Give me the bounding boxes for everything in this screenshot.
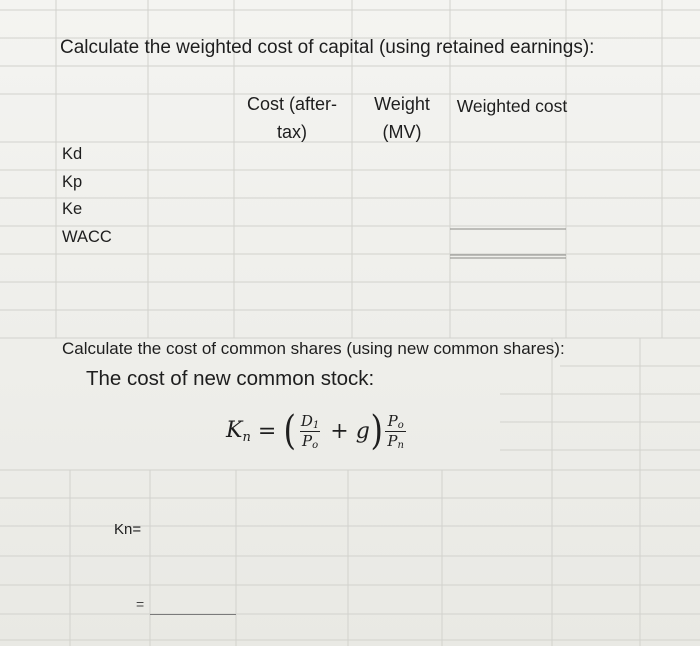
formula-close-paren: )	[370, 408, 383, 454]
section2-subtitle: The cost of new common stock:	[86, 367, 375, 390]
row-label-wacc: WACC	[62, 228, 112, 246]
column-header-weight: Weight (MV)	[374, 94, 430, 142]
formula-plus: +	[330, 418, 349, 444]
equals-label: =	[136, 596, 145, 612]
formula-equals: =	[257, 418, 277, 444]
row-label-kp: Kp	[62, 173, 83, 191]
row-label-ke: Ke	[62, 200, 83, 218]
column-header-cost: Cost (after-tax)	[246, 94, 338, 142]
formula-lhs: $K_n$	[226, 417, 251, 445]
answer-blank-line	[150, 614, 236, 615]
section1-title: Calculate the weighted cost of capital (using retained earnings):	[60, 37, 595, 58]
section2-title: Calculate the cost of common shares (using new common shares):	[62, 339, 565, 358]
column-header-weighted-cost: Weighted cost	[456, 96, 568, 116]
row-label-kd: Kd	[62, 145, 83, 163]
formula-fraction-po-pn: $\frac{P_o}{P_n}$	[387, 411, 404, 451]
formula-open-paren: (	[283, 408, 297, 454]
cost-of-new-stock-formula	[226, 398, 408, 464]
formula-fraction-d1-po: $\frac{D_1}{P_o}$	[300, 411, 320, 451]
formula-g: g	[355, 418, 370, 444]
kn-label: Kn=	[114, 521, 142, 538]
